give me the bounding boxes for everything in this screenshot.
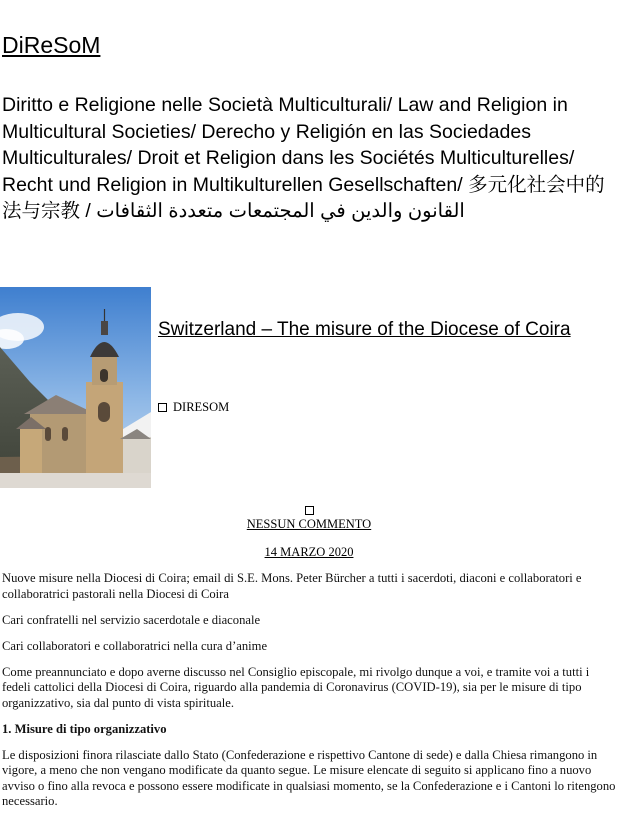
post-author[interactable] xyxy=(158,400,229,415)
comments-link[interactable]: NESSUN COMMENTO xyxy=(246,517,372,531)
post-title[interactable]: Switzerland – The misure of the Diocese of Coira xyxy=(158,319,571,340)
content-heading: 1. Misure di tipo organizzativo xyxy=(2,721,167,736)
content-paragraph: Le disposizioni finora rilasciate dallo Stato (Confederazione e rispettivo Cantone di sede) e dalla Chiesa rimangono in vigore, a meno che non vengano modificate da quanto segue. Le misure elencate di seguito si applicano fino a nuovo avviso o fino alla revoca e possono essere modificate in qualsiasi momento, se la Confederazione e i Cantoni lo ritengono necessario. xyxy=(2,747,616,808)
post-date[interactable]: 14 MARZO 2020 xyxy=(264,545,354,559)
comment-icon xyxy=(305,506,314,515)
content-paragraph: Cari confratelli nel servizio sacerdotale e diaconale xyxy=(2,612,261,627)
content-paragraph: Nuove misure nella Diocesi di Coira; email di S.E. Mons. Peter Bürcher a tutti i sacerdoti, diaconi e collaboratori e collaboratrici pastorali nella Diocesi di Coira xyxy=(2,571,582,601)
site-tagline: Diritto e Religione nelle Società Multiculturali/ Law and Religion in Multicultural Societies/ Derecho y Religión en las Sociedades Multiculturales/ Droit et Religion dans les Sociétés Multiculturelles/ Recht und Religion in Multikulturellen Gesellschaften/ 多元化社会中的法与宗教 / القانون والدين في المجتمعات متعددة الثقافات xyxy=(2,94,605,222)
comments-icon-row xyxy=(0,503,618,518)
site-title[interactable]: DiReSoM xyxy=(2,32,101,58)
author-icon xyxy=(158,403,167,412)
post-content xyxy=(2,571,616,820)
cathedral-photo xyxy=(0,287,151,488)
post-featured-image[interactable] xyxy=(0,287,151,488)
content-paragraph: Cari collaboratori e collaboratrici nella cura d’anime xyxy=(2,638,268,653)
post-author-name[interactable]: DIRESOM xyxy=(173,400,230,414)
content-paragraph: Come preannunciato e dopo averne discusso nel Consiglio episcopale, mi rivolgo dunque a voi, e tramite voi a tutti i fedeli cattolici della Diocesi di Coira, riguardo alla pandemia di Coronavirus (COVID-19), sia per le misure di tipo organizzativo, sia dal punto di vista spirituale. xyxy=(2,664,590,710)
